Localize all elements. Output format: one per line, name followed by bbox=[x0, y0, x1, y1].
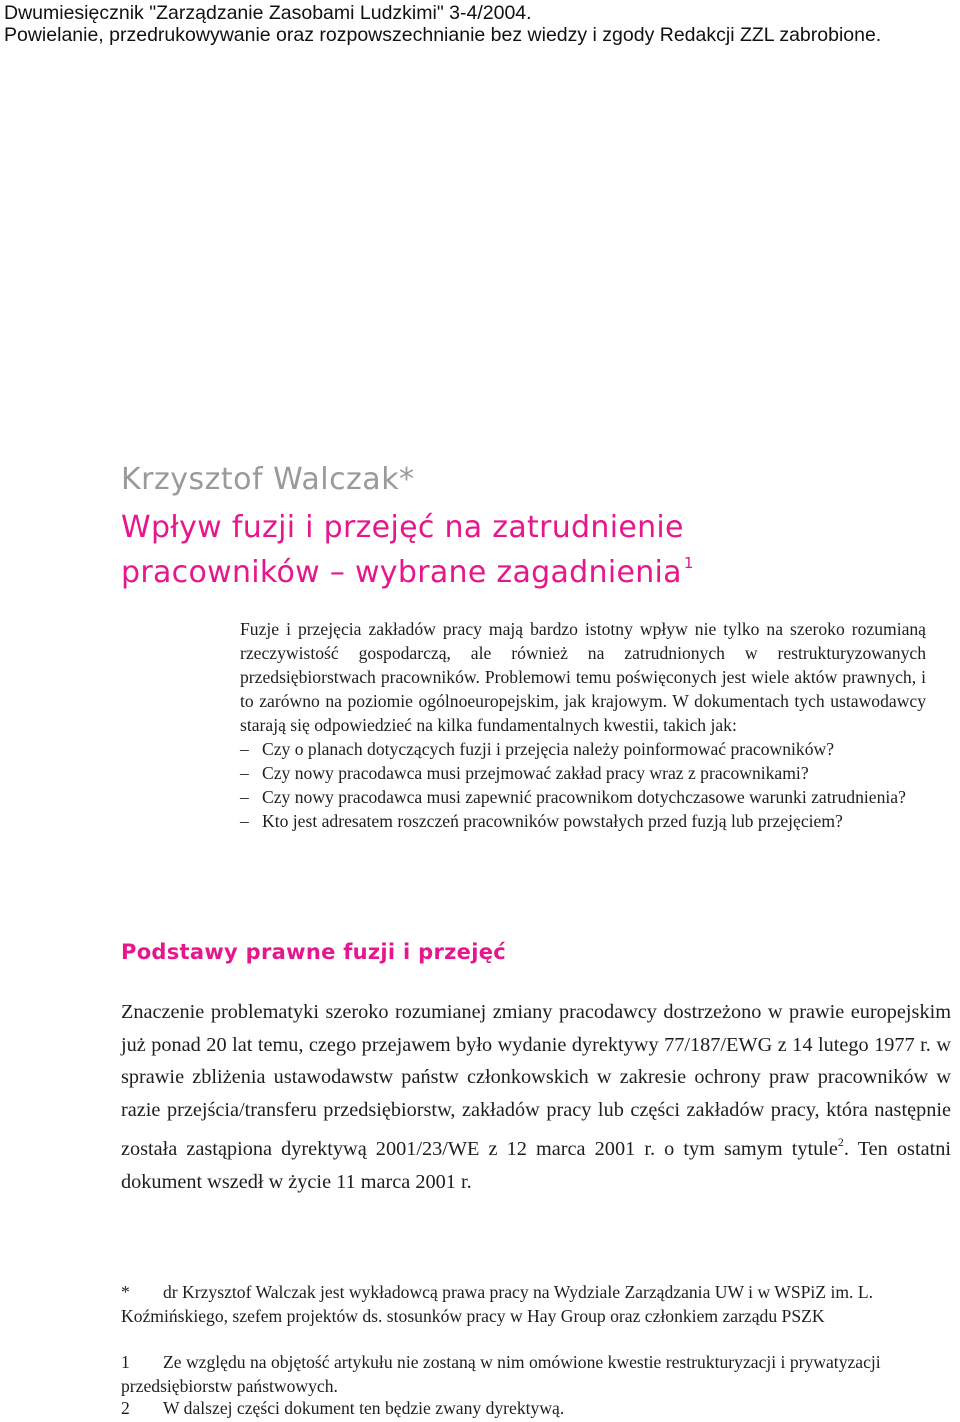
page-header-line-1: Dwumiesięcznik "Zarządzanie Zasobami Ludzkimi" 3-4/2004. bbox=[4, 2, 532, 24]
question-item bbox=[240, 737, 926, 761]
footnote-text: dr Krzysztof Walczak jest wykładowcą prawa pracy na Wydziale Zarządzania UW i w WSPiZ im. L. Koźmińskiego, szefem projektów ds. stosunków pracy w Hay Group oraz członkiem zarządu PSZK bbox=[121, 1282, 873, 1326]
footnote-author bbox=[121, 1281, 921, 1328]
article-title-text-1: Wpływ fuzji i przejęć na zatrudnienie bbox=[121, 510, 684, 545]
dash-marker: – bbox=[240, 739, 249, 759]
dash-marker: – bbox=[240, 763, 249, 783]
footnote-mark: 1 bbox=[121, 1352, 130, 1372]
question-text: Czy nowy pracodawca musi przejmować zakład pracy wraz z pracownikami? bbox=[262, 763, 809, 783]
question-text: Czy nowy pracodawca musi zapewnić pracownikom dotychczasowe warunki zatrudnienia? bbox=[262, 787, 906, 807]
question-item bbox=[240, 761, 926, 785]
question-text: Kto jest adresatem roszczeń pracowników powstałych przed fuzją lub przejęciem? bbox=[262, 811, 843, 831]
page-header-line-2: Powielanie, przedrukowywanie oraz rozpowszechnianie bez wiedzy i zgody Redakcji ZZL zabrobione. bbox=[4, 24, 882, 46]
footnote-1 bbox=[121, 1351, 921, 1398]
author-name: Krzysztof Walczak* bbox=[121, 462, 415, 497]
abstract-text: Fuzje i przejęcia zakładów pracy mają bardzo istotny wpływ nie tylko na szeroko rozumianą rzeczywistość gospodarczą, ale również na zatrudnionych w restrukturyzowanych przedsiębiorstwach pracowników. Problemowi temu poświęconych jest wiele aktów prawnych, i to zarówno na poziomie ogólnoeuropejskim, jak krajowym. W dokumentach tych ustawodawcy starają się odpowiedzieć na kilka fundamentalnych kwestii, takich jak: bbox=[240, 619, 926, 735]
article-title-line-1 bbox=[121, 510, 684, 545]
footnote-2 bbox=[121, 1397, 921, 1421]
footnote-mark: 2 bbox=[121, 1398, 130, 1418]
question-item bbox=[240, 785, 926, 809]
footnote-ref-2: 2 bbox=[837, 1135, 844, 1149]
section-body-paragraph bbox=[121, 996, 951, 1198]
question-item bbox=[240, 809, 926, 833]
footnote-mark: * bbox=[121, 1282, 130, 1302]
dash-marker: – bbox=[240, 811, 249, 831]
question-text: Czy o planach dotyczących fuzji i przejęcia należy poinformować pracowników? bbox=[262, 739, 835, 759]
question-list bbox=[240, 737, 926, 833]
article-title-line-2 bbox=[121, 554, 694, 590]
article-title-text-2: pracowników – wybrane zagadnienia bbox=[121, 555, 682, 590]
body-text-part-1: Znaczenie problematyki szeroko rozumianej zmiany pracodawcy dostrzeżono w prawie europejskim już ponad 20 lat temu, czego przejawem było wydanie dyrektywy 77/187/EWG z 14 lutego 1977 r. w sprawie zbliżenia ustawodawstw państw członkowskich w zakresie ochrony praw pracowników w razie przejścia/transferu przedsiębiorstw, zakładów pracy lub części zakładów pracy, która następnie została zastąpiona dyrektywą 2001/23/WE z 12 marca 2001 r. o tym samym tytule bbox=[121, 1001, 951, 1160]
footnote-text: Ze względu na objętość artykułu nie zostaną w nim omówione kwestie restrukturyzacji i prywatyzacji przedsiębiorstw państwowych. bbox=[121, 1352, 881, 1396]
footnote-text: W dalszej części dokument ten będzie zwany dyrektywą. bbox=[163, 1398, 565, 1418]
section-heading: Podstawy prawne fuzji i przejęć bbox=[121, 940, 506, 964]
body-text-part-2: . Ten ostatni dokument wszedł w życie 11 marca 2001 r. bbox=[121, 1138, 951, 1193]
title-footnote-ref: 1 bbox=[683, 554, 694, 572]
abstract bbox=[240, 617, 926, 833]
dash-marker: – bbox=[240, 787, 249, 807]
